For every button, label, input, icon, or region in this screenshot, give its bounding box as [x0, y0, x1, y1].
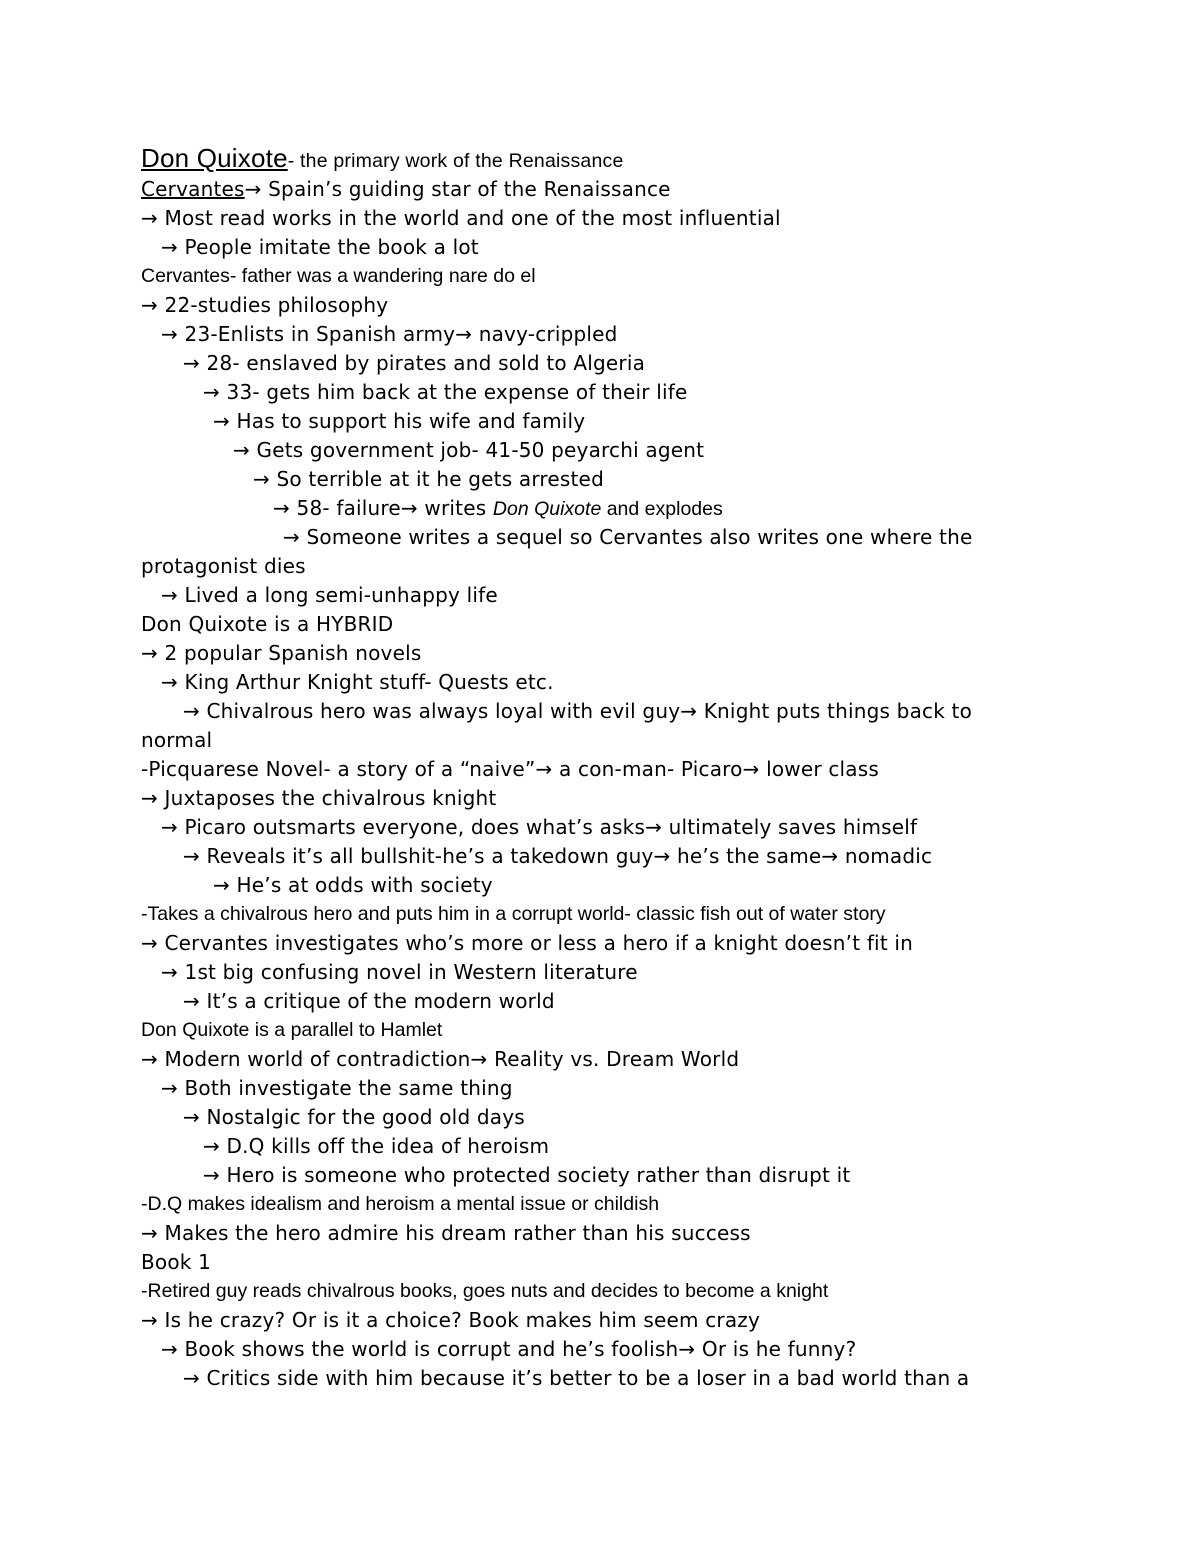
- note-line: → People imitate the book a lot: [161, 235, 479, 259]
- note-text: and explodes: [601, 498, 723, 520]
- underlined-name: Cervantes: [141, 177, 245, 201]
- note-line: → 23-Enlists in Spanish army→ navy-crippled: [161, 322, 618, 346]
- note-line: → Nostalgic for the good old days: [183, 1105, 525, 1129]
- note-line: → Book shows the world is corrupt and he’s foolish→ Or is he funny?: [161, 1337, 857, 1361]
- note-line: → 2 popular Spanish novels: [141, 641, 422, 665]
- note-line: -Takes a chivalrous hero and puts him in a corrupt world- classic fish out of water story: [141, 903, 886, 925]
- note-line: → Gets government job- 41-50 peyarchi agent: [233, 438, 705, 462]
- note-line: [141, 494, 1141, 523]
- note-line: -Picquarese Novel- a story of a “naive”→ a con-man- Picaro→ lower class: [141, 757, 879, 781]
- note-line: → Hero is someone who protected society rather than disrupt it: [203, 1163, 851, 1187]
- note-line: → He’s at odds with society: [213, 873, 493, 897]
- note-line: [141, 175, 1141, 204]
- note-line: → Juxtaposes the chivalrous knight: [141, 786, 497, 810]
- note-line: → King Arthur Knight stuff- Quests etc.: [161, 670, 554, 694]
- note-line: -D.Q makes idealism and heroism a mental issue or childish: [141, 1193, 660, 1215]
- note-line: → 22-studies philosophy: [141, 293, 389, 317]
- note-line: Cervantes- father was a wandering nare do el: [141, 265, 536, 287]
- title-underlined: Don Quixote: [141, 143, 288, 173]
- section-heading: Book 1: [141, 1250, 212, 1274]
- notes-body: [141, 143, 1141, 1393]
- note-line: → 1st big confusing novel in Western literature: [161, 960, 638, 984]
- note-line-continuation: normal: [141, 728, 213, 752]
- note-line: → Makes the hero admire his dream rather than his success: [141, 1221, 751, 1245]
- note-line: Don Quixote is a parallel to Hamlet: [141, 1019, 443, 1041]
- note-line: → Picaro outsmarts everyone, does what’s asks→ ultimately saves himself: [161, 815, 918, 839]
- italic-title: Don Quixote: [492, 498, 602, 520]
- note-line: → Has to support his wife and family: [213, 409, 586, 433]
- note-line: → Both investigate the same thing: [161, 1076, 513, 1100]
- note-line: → So terrible at it he gets arrested: [253, 467, 604, 491]
- note-line: → Is he crazy? Or is it a choice? Book makes him seem crazy: [141, 1308, 761, 1332]
- note-line: → Modern world of contradiction→ Reality vs. Dream World: [141, 1047, 740, 1071]
- note-line: → It’s a critique of the modern world: [183, 989, 555, 1013]
- section-heading: Don Quixote is a HYBRID: [141, 612, 394, 636]
- note-line: → Someone writes a sequel so Cervantes also writes one where the: [283, 525, 973, 549]
- note-line: → 33- gets him back at the expense of their life: [203, 380, 688, 404]
- note-line: → Reveals it’s all bullshit-he’s a takedown guy→ he’s the same→ nomadic: [183, 844, 933, 868]
- note-text: → 58- failure→ writes: [273, 496, 493, 520]
- note-line: → Chivalrous hero was always loyal with evil guy→ Knight puts things back to: [183, 699, 973, 723]
- note-line: → 28- enslaved by pirates and sold to Algeria: [183, 351, 646, 375]
- note-text: → Spain’s guiding star of the Renaissance: [244, 177, 671, 201]
- title-line: [141, 143, 1141, 175]
- note-line: → Cervantes investigates who’s more or less a hero if a knight doesn’t fit in: [141, 931, 914, 955]
- title-rest: - the primary work of the Renaissance: [287, 150, 624, 172]
- note-line: → Most read works in the world and one of the most influential: [141, 206, 781, 230]
- note-line: → Lived a long semi-unhappy life: [161, 583, 498, 607]
- note-line-continuation: protagonist dies: [141, 554, 306, 578]
- note-line: → D.Q kills off the idea of heroism: [203, 1134, 550, 1158]
- note-line: → Critics side with him because it’s better to be a loser in a bad world than a: [183, 1366, 970, 1390]
- note-line: -Retired guy reads chivalrous books, goes nuts and decides to become a knight: [141, 1280, 829, 1302]
